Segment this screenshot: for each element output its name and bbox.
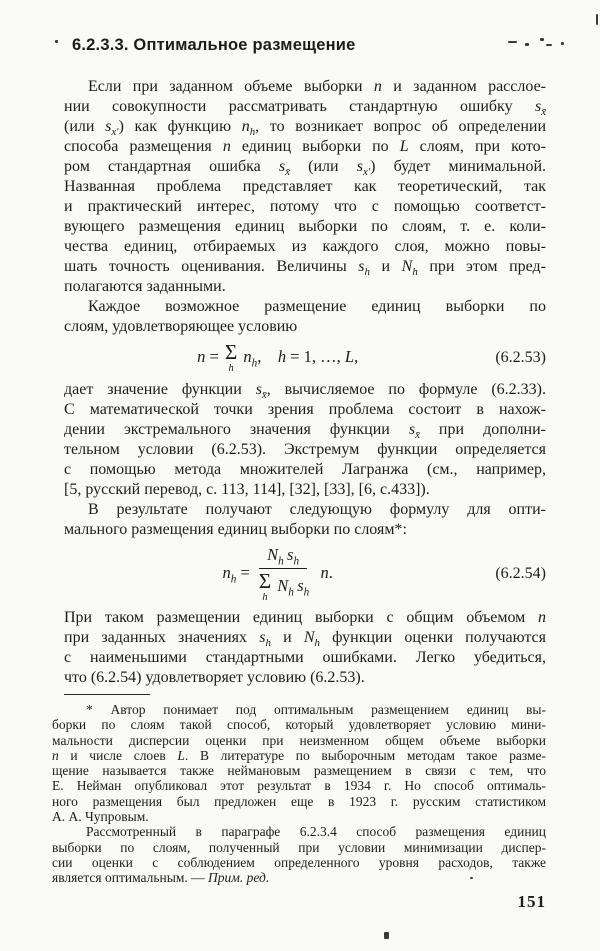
italic-text: Прим. ред.: [208, 870, 270, 886]
math-variable: n: [373, 78, 382, 95]
text-line: с наименьшими стандартными ошибками. Легко убедиться,: [64, 649, 546, 666]
text-line: борки по слоям такой способ, который удовлетворяет условию мини-: [52, 717, 546, 733]
text-line: с помощью метода множителей Лагранжа (см., например,: [64, 460, 546, 478]
math-variable: $N_h$: [401, 258, 418, 279]
equation-formula: $n_h$ = $N_h$ $s_h$ Σ h $N_h$ $s_h$ n.: [222, 544, 333, 603]
math-variable: n: [222, 138, 231, 155]
summation-symbol: Σ h: [258, 568, 272, 603]
equation-number: (6.2.53): [495, 349, 546, 367]
text-line: дении экстремального значения функции $s_{x̄}$ при дополни-: [64, 420, 547, 441]
text-line: ром стандартная ошибка $s_{x̄}$ (или $s_{x'}$) будет минимальной.: [64, 158, 547, 179]
math-variable: $N_h$: [277, 575, 294, 598]
math-variable: n: [538, 609, 546, 626]
math-variable: $s_h$: [297, 575, 310, 598]
math-variable: $n_h$: [241, 118, 256, 139]
text-line: и практический интерес, потому что с помощью соответст-: [64, 198, 546, 215]
text-line: Каждое возможное размещение единиц выборки по: [88, 298, 546, 315]
text-line: слоям, удовлетворяющее условию: [64, 318, 298, 335]
math-variable: $s_{x'}$: [105, 118, 119, 139]
text-line: тельном условии (6.2.53). Экстремум функции определяется: [64, 440, 546, 458]
math-variable: $s_{x̄}$: [255, 380, 267, 401]
text-line: мального размещения единиц выборки по слоям*:: [64, 520, 407, 538]
text-line: Рассмотренный в параграфе 6.2.3.4 способ размещения единиц: [86, 824, 546, 840]
text-line: шать точность оценивания. Величины $s_h$ и $N_h$ при этом пред-: [64, 258, 547, 279]
math-variable: L: [344, 347, 355, 367]
fraction: [257, 545, 309, 604]
display-equation: [64, 545, 546, 604]
math-variable: $s_{x'}$: [356, 158, 371, 179]
text-line: сии оценки с соблюдением определенного уровня расходов, также: [52, 854, 546, 870]
equation-number: (6.2.54): [495, 564, 546, 582]
scan-speck: [546, 44, 552, 46]
math-variable: n: [52, 747, 59, 763]
math-variable: L: [399, 138, 409, 155]
text-line: В результате получают следующую формулу для опти-: [88, 500, 546, 518]
text-line: при заданных значениях $s_h$ и $N_h$ функции оценки получаются: [64, 629, 547, 650]
text-line: вующего размещения единиц выборки по слоям, т. е. коли-: [64, 218, 546, 235]
text-line: является оптимальным. — Прим. ред.: [52, 870, 270, 886]
display-equation: [64, 342, 546, 375]
scan-speck: [470, 877, 473, 879]
math-variable: L: [177, 747, 185, 763]
text-line: При таком размещении единиц выборки с общим объемом n: [64, 609, 546, 626]
text-line: полагаются заданными.: [64, 278, 226, 295]
text-line: * Автор понимает под оптимальным размещением единиц вы-: [86, 702, 546, 717]
scan-speck: [525, 43, 529, 46]
text-line: чества единиц, отбираемых из каждого слоя, можно повы-: [64, 238, 546, 255]
math-variable: $n_h$: [243, 347, 258, 370]
math-variable: $n_h$: [222, 562, 237, 585]
text-line: щение называется также неймановым размещением в связи с тем, что: [52, 763, 546, 779]
equation-formula: n = Σ h $n_h$, h = 1, …, L,: [197, 340, 359, 374]
section-heading: 6.2.3.3. Оптимальное размещение: [72, 36, 356, 54]
text-line: что (6.2.54) удовлетворяет условию (6.2.53).: [64, 669, 365, 686]
scan-speck: [540, 38, 544, 41]
math-variable: $s_h$: [259, 629, 271, 650]
text-line: дает значение функции $s_{x̄}$, вычисляемое по формуле (6.2.33).: [64, 380, 547, 401]
page-number: 151: [517, 891, 546, 911]
math-variable: $s_{x̄}$: [278, 158, 290, 179]
text-line: выборки по слоям, полученный при условии минимизации диспер-: [52, 839, 546, 855]
math-variable: n: [197, 347, 206, 367]
body-text: [64, 77, 546, 688]
text-line: ного размещения был предложен еще в 1923 г. русским статистиком: [52, 793, 546, 809]
text-line: способа размещения n единиц выборки по L слоям, при кото-: [64, 138, 547, 155]
math-variable: $s_{x̄}$: [534, 98, 546, 119]
math-variable: $s_{x̄}$: [408, 420, 420, 441]
scan-speck: [561, 42, 564, 45]
math-variable: $s_h$: [358, 258, 370, 279]
footnote-text: [52, 702, 546, 886]
footnote-rule: [64, 694, 150, 695]
text-line: n и числе слоев L. В литературе по выборочным методам такое разме-: [52, 747, 546, 763]
math-variable: n: [320, 562, 329, 582]
math-variable: $N_h$: [303, 629, 320, 650]
text-line: С математической точки зрения проблема состоит в нахож-: [64, 400, 546, 418]
scan-speck: [508, 41, 517, 43]
text-line: нии совокупности рассматривать стандартную ошибку $s_{x̄}$: [64, 98, 546, 119]
scan-speck: [384, 932, 389, 939]
scan-speck: [596, 14, 598, 25]
math-variable: $s_h$: [287, 544, 300, 567]
summation-symbol: Σ h: [224, 340, 238, 374]
scan-speck: [55, 40, 58, 43]
text-line: Названная проблема представляет как теоретический, так: [64, 178, 546, 195]
text-line: Если при заданном объеме выборки n и заданном расслое-: [88, 78, 546, 95]
text-line: [5, русский перевод, с. 113, 114], [32], [33], [6, с.433]).: [64, 480, 430, 498]
math-variable: h: [277, 347, 287, 367]
text-line: (или $s_{x'}$) как функцию $n_h$, то возникает вопрос об определении: [64, 118, 547, 139]
text-line: мальности дисперсии оценки при неизменном общем объеме выборки: [52, 732, 546, 748]
math-variable: $N_h$: [267, 544, 284, 567]
text-line: Е. Нейман опубликовал этот результат в 1934 г. Но способ оптималь-: [52, 778, 546, 794]
text-line: А. А. Чупровым.: [52, 809, 149, 825]
